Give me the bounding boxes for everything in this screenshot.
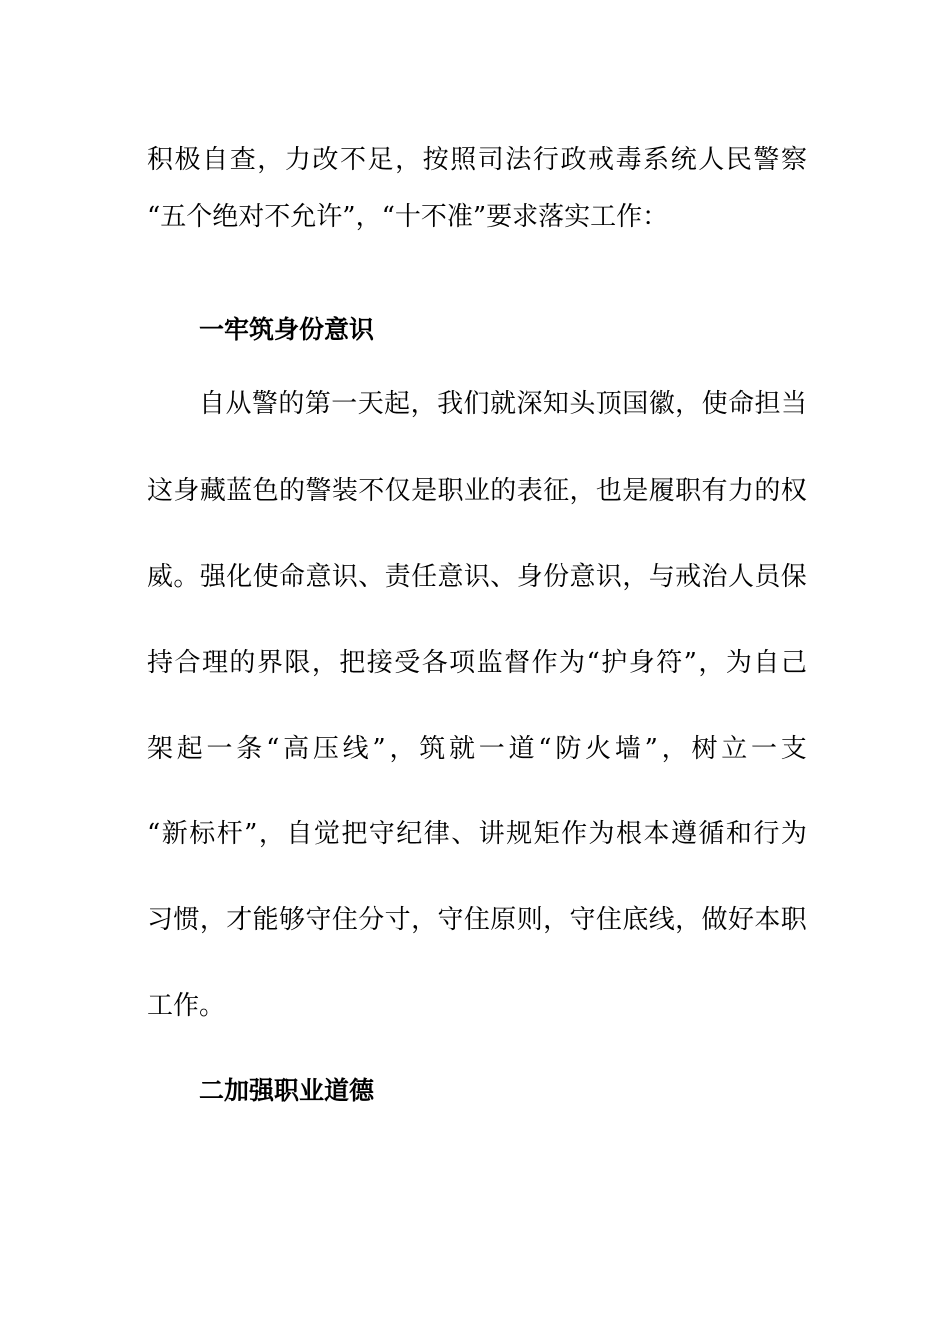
body-line: 工作。: [147, 991, 226, 1021]
body-line: 持 合 理 的 界 限 ， 把 接 受 各 项 监 督 作 为 “ 护 身 符 ” ， 为 自 己: [147, 648, 807, 678]
body-line: 积 极 自 查 ， 力 改 不 足 ， 按 照 司 法 行 政 戒 毒 系 统 人 民 警 察: [147, 145, 807, 175]
body-line: 这 身 藏 蓝 色 的 警 装 不 仅 是 职 业 的 表 征 ， 也 是 履 职 有 力 的 权: [147, 476, 807, 506]
body-line: “五个绝对不允许”，“十不准”要求落实工作：: [147, 202, 669, 232]
body-line: 自 从 警 的 第 一 天 起 ， 我 们 就 深 知 头 顶 国 徽 ， 使 命 担 当: [199, 389, 807, 419]
body-line: 威 。 强 化 使 命 意 识 、 责 任 意 识 、 身 份 意 识 ， 与 戒 治 人 员 保: [147, 562, 807, 592]
body-line: 架 起 一 条 “ 高 压 线 ” ， 筑 就 一 道 “ 防 火 墙 ” ， 树 立 一 支: [147, 734, 807, 764]
section-heading: 二加强职业道德: [199, 1076, 375, 1105]
body-line: 习 惯 ， 才 能 够 守 住 分 寸 ， 守 住 原 则 ， 守 住 底 线 ， 做 好 本 职: [147, 905, 807, 935]
section-heading: 一牢筑身份意识: [199, 315, 375, 344]
body-line: “ 新 标 杆 ” ， 自 觉 把 守 纪 律 、 讲 规 矩 作 为 根 本 遵 循 和 行 为: [147, 819, 807, 849]
